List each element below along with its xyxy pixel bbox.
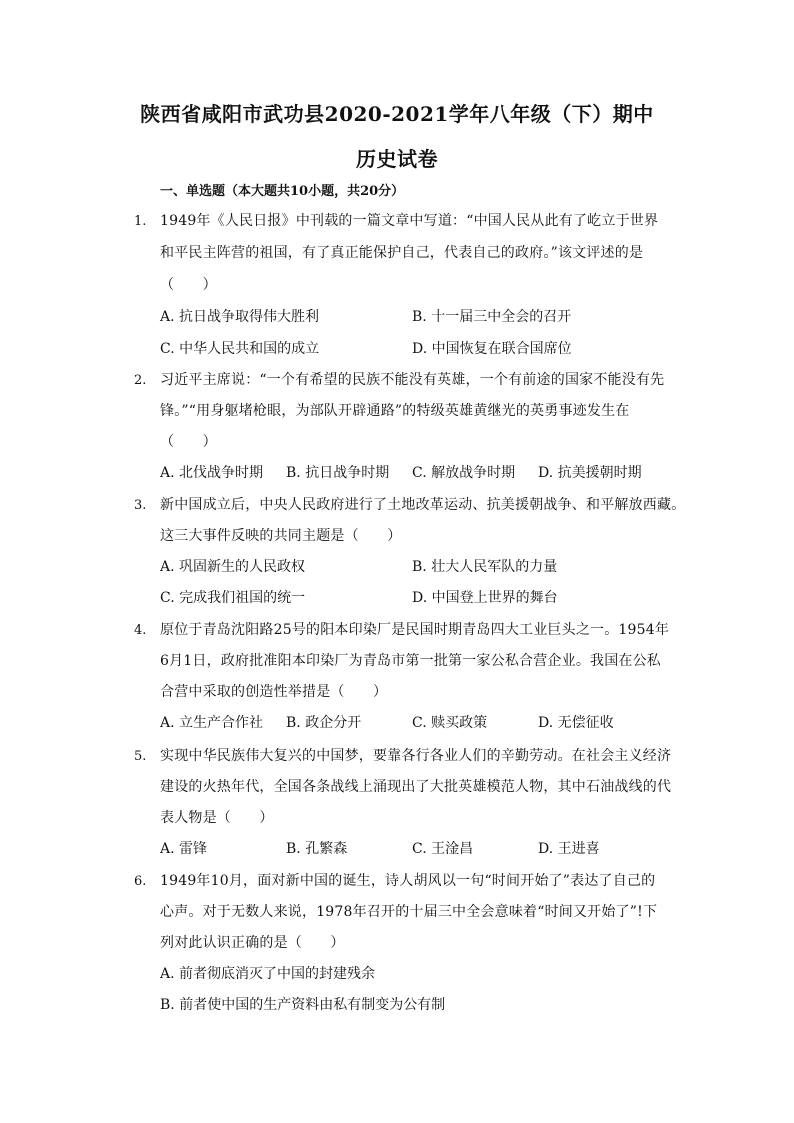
option-b[interactable]: B. 十一届三中全会的召开 (412, 309, 572, 325)
question-text-line: （ ） (160, 277, 217, 293)
question-number: 4. (134, 623, 147, 638)
question-text-line: 原位于青岛沈阳路25号的阳本印染厂是民国时期青岛四大工业巨头之一。1954年 (160, 622, 670, 638)
option-b[interactable]: B. 孔繁森 (286, 841, 348, 857)
option-b[interactable]: B. 壮大人民军队的力量 (412, 559, 558, 575)
option-b[interactable]: B. 政企分开 (286, 715, 362, 731)
option-c[interactable]: C. 王淦昌 (412, 841, 474, 857)
option-a[interactable]: A. 巩固新生的人民政权 (160, 559, 306, 575)
option-a[interactable]: A. 雷锋 (160, 841, 208, 857)
option-d[interactable]: D. 抗美援朝时期 (538, 465, 642, 481)
question-text-line: 表人物是（ ） (160, 810, 274, 826)
question-text-line: 合营中采取的创造性举措是（ ） (160, 684, 388, 700)
question-text-line: 建设的火热年代，全国各条战线上涌现出了大批英雄模范人物，其中石油战线的代 (160, 779, 672, 795)
option-a[interactable]: A. 前者彻底消灭了中国的封建残余 (160, 966, 376, 982)
question-text-line: 习近平主席说：“一个有希望的民族不能没有英雄，一个有前途的国家不能没有先 (160, 372, 665, 388)
option-d[interactable]: D. 中国恢复在联合国席位 (412, 341, 572, 357)
question-text-line: （ ） (160, 434, 217, 450)
exam-title-line2: 历史试卷 (356, 147, 438, 171)
question-text-line: 新中国成立后，中央人民政府进行了土地改革运动、抗美援朝战争、和平解放西藏。 (160, 497, 686, 513)
question-number: 6. (134, 874, 147, 889)
question-text-line: 1949年《人民日报》中刊载的一篇文章中写道：“中国人民从此有了屹立于世界 (160, 213, 659, 229)
question-text-line: 锋。”“用身躯堵枪眼，为部队开辟通路”的特级英雄黄继光的英勇事迹发生在 (160, 403, 630, 419)
question-text-line: 实现中华民族伟大复兴的中国梦，要靠各行各业人们的辛勤劳动。在社会主义经济 (160, 748, 672, 764)
section-heading: 一、单选题（本大题共10小题，共20分） (160, 184, 405, 199)
option-c[interactable]: C. 完成我们祖国的统一 (160, 590, 306, 606)
question-number: 5. (134, 749, 147, 764)
option-c[interactable]: C. 中华人民共和国的成立 (160, 341, 320, 357)
option-b[interactable]: B. 抗日战争时期 (286, 465, 390, 481)
question-text-line: 这三大事件反映的共同主题是（ ） (160, 528, 402, 544)
option-a[interactable]: A. 北伐战争时期 (160, 465, 264, 481)
option-d[interactable]: D. 无偿征收 (538, 715, 614, 731)
question-text-line: 和平民主阵营的祖国，有了真正能保护自己，代表自己的政府。”该文评述的是 (160, 245, 644, 261)
question-number: 2. (134, 373, 147, 388)
question-text-line: 1949年10月，面对新中国的诞生，诗人胡风以一句“时间开始了”表达了自己的 (160, 873, 656, 889)
question-text-line: 6月1日，政府批准阳本印染厂为青岛市第一批第一家公私合营企业。我国在公私 (160, 653, 662, 669)
option-b[interactable]: B. 前者使中国的生产资料由私有制变为公有制 (160, 997, 446, 1013)
exam-title-line1: 陕西省咸阳市武功县2020-2021学年八年级（下）期中 (140, 102, 654, 126)
option-d[interactable]: D. 王进喜 (538, 841, 600, 857)
option-d[interactable]: D. 中国登上世界的舞台 (412, 590, 558, 606)
option-c[interactable]: C. 赎买政策 (412, 715, 488, 731)
option-c[interactable]: C. 解放战争时期 (412, 465, 516, 481)
question-text-line: 心声。对于无数人来说，1978年召开的十届三中全会意味着“时间又开始了”!下 (160, 904, 658, 920)
question-text-line: 列对此认识正确的是（ ） (160, 935, 345, 951)
option-a[interactable]: A. 立生产合作社 (160, 715, 264, 731)
question-number: 3. (134, 498, 147, 513)
option-a[interactable]: A. 抗日战争取得伟大胜利 (160, 309, 320, 325)
question-number: 1. (134, 214, 147, 229)
